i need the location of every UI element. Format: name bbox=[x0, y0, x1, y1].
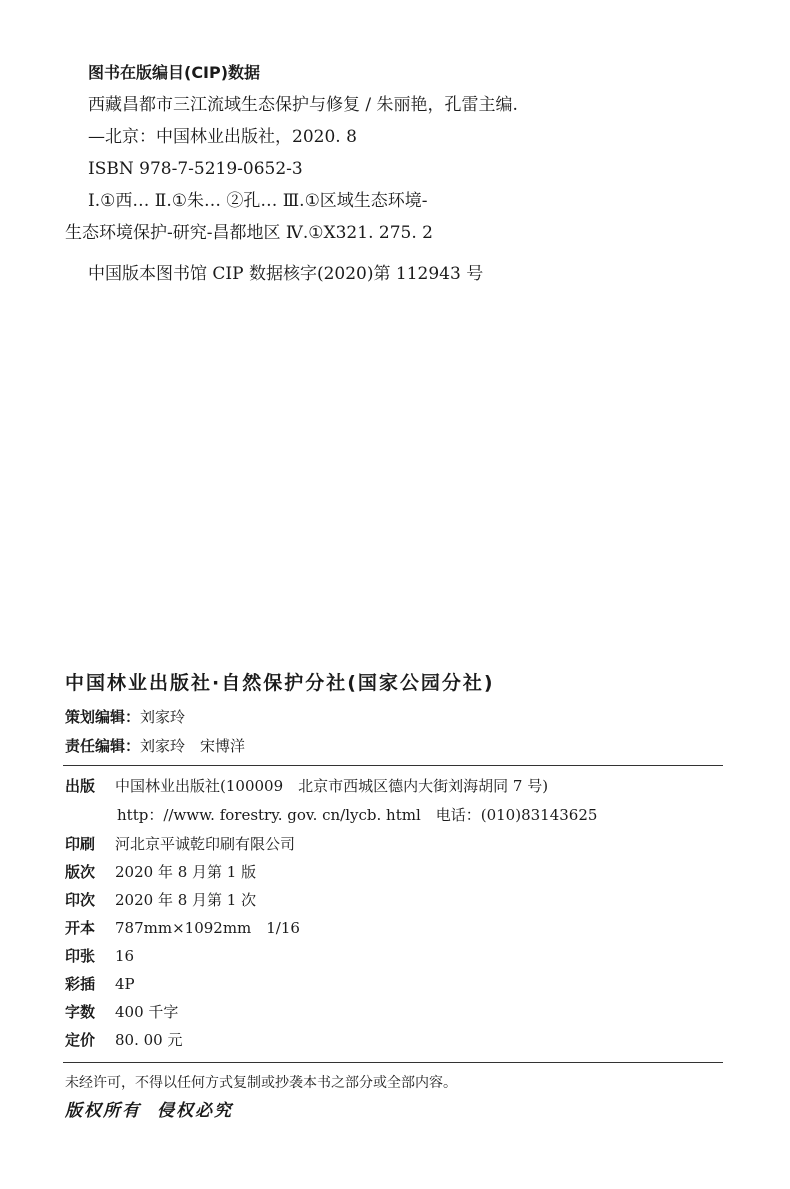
print-label: 印刷 bbox=[65, 835, 96, 853]
web-phone-value: http：//www. forestry. gov. cn/lycb. html 电话：(010)83143625 bbox=[117, 806, 598, 824]
rights-reserved: 版权所有 bbox=[65, 1101, 141, 1121]
impression-value: 2020 年 8 月第 1 次 bbox=[115, 891, 257, 909]
cip-title-line: 西藏昌都市三江流域生态保护与修复 / 朱丽艳，孔雷主编. bbox=[88, 95, 518, 115]
editor-label: 责任编辑： bbox=[65, 737, 141, 755]
colophon-words bbox=[65, 1002, 178, 1022]
words-label: 字数 bbox=[65, 1003, 96, 1021]
planning-editor bbox=[65, 706, 185, 728]
cip-record-number: 中国版本图书馆 CIP 数据核字(2020)第 112943 号 bbox=[88, 264, 484, 284]
publish-label: 出版 bbox=[65, 777, 96, 795]
colophon-publish bbox=[65, 776, 548, 796]
format-value: 787mm×1092mm 1/16 bbox=[115, 919, 300, 937]
cip-classification-line-2: 生态环境保护-研究-昌都地区 Ⅳ.①X321. 275. 2 bbox=[65, 223, 433, 243]
colophon-print bbox=[65, 834, 295, 854]
colophon-web bbox=[117, 805, 597, 825]
words-value: 400 千字 bbox=[115, 1003, 179, 1021]
price-label: 定价 bbox=[65, 1031, 96, 1049]
planner-label: 策划编辑： bbox=[65, 708, 141, 726]
divider-bottom bbox=[63, 1062, 723, 1063]
colophon-price bbox=[65, 1030, 182, 1050]
sheets-label: 印张 bbox=[65, 947, 96, 965]
plates-label: 彩插 bbox=[65, 975, 96, 993]
colophon-impression bbox=[65, 890, 256, 910]
colophon-sheets bbox=[65, 946, 134, 966]
edition-value: 2020 年 8 月第 1 版 bbox=[115, 863, 257, 881]
planner-name: 刘家玲 bbox=[140, 708, 186, 726]
cip-publisher-line: —北京：中国林业出版社，2020. 8 bbox=[88, 127, 357, 147]
edition-label: 版次 bbox=[65, 863, 96, 881]
colophon-plates bbox=[65, 974, 135, 994]
cip-isbn-line: ISBN 978-7-5219-0652-3 bbox=[88, 159, 303, 179]
colophon-edition bbox=[65, 862, 256, 882]
print-value: 河北京平诚乾印刷有限公司 bbox=[115, 835, 296, 853]
divider-top bbox=[63, 765, 723, 766]
colophon-format bbox=[65, 918, 300, 938]
publish-value: 中国林业出版社(100009 北京市西城区德内大街刘海胡同 7 号) bbox=[115, 777, 549, 795]
cip-title: 图书在版编目(CIP)数据 bbox=[88, 63, 261, 82]
infringement-warning: 侵权必究 bbox=[157, 1101, 233, 1121]
editor-names: 刘家玲 宋博洋 bbox=[140, 737, 246, 755]
format-label: 开本 bbox=[65, 919, 96, 937]
sheets-value: 16 bbox=[115, 947, 135, 965]
impression-label: 印次 bbox=[65, 891, 96, 909]
rights-statement bbox=[65, 1100, 233, 1122]
responsible-editors bbox=[65, 735, 245, 757]
price-value: 80. 00 元 bbox=[115, 1031, 183, 1049]
publisher-branch: 中国林业出版社·自然保护分社(国家公园分社) bbox=[65, 672, 495, 694]
plates-value: 4P bbox=[115, 975, 135, 993]
cip-classification-line-1: Ⅰ.①西… Ⅱ.①朱… ②孔… Ⅲ.①区域生态环境- bbox=[88, 191, 428, 211]
copyright-notice: 未经许可，不得以任何方式复制或抄袭本书之部分或全部内容。 bbox=[65, 1075, 457, 1091]
